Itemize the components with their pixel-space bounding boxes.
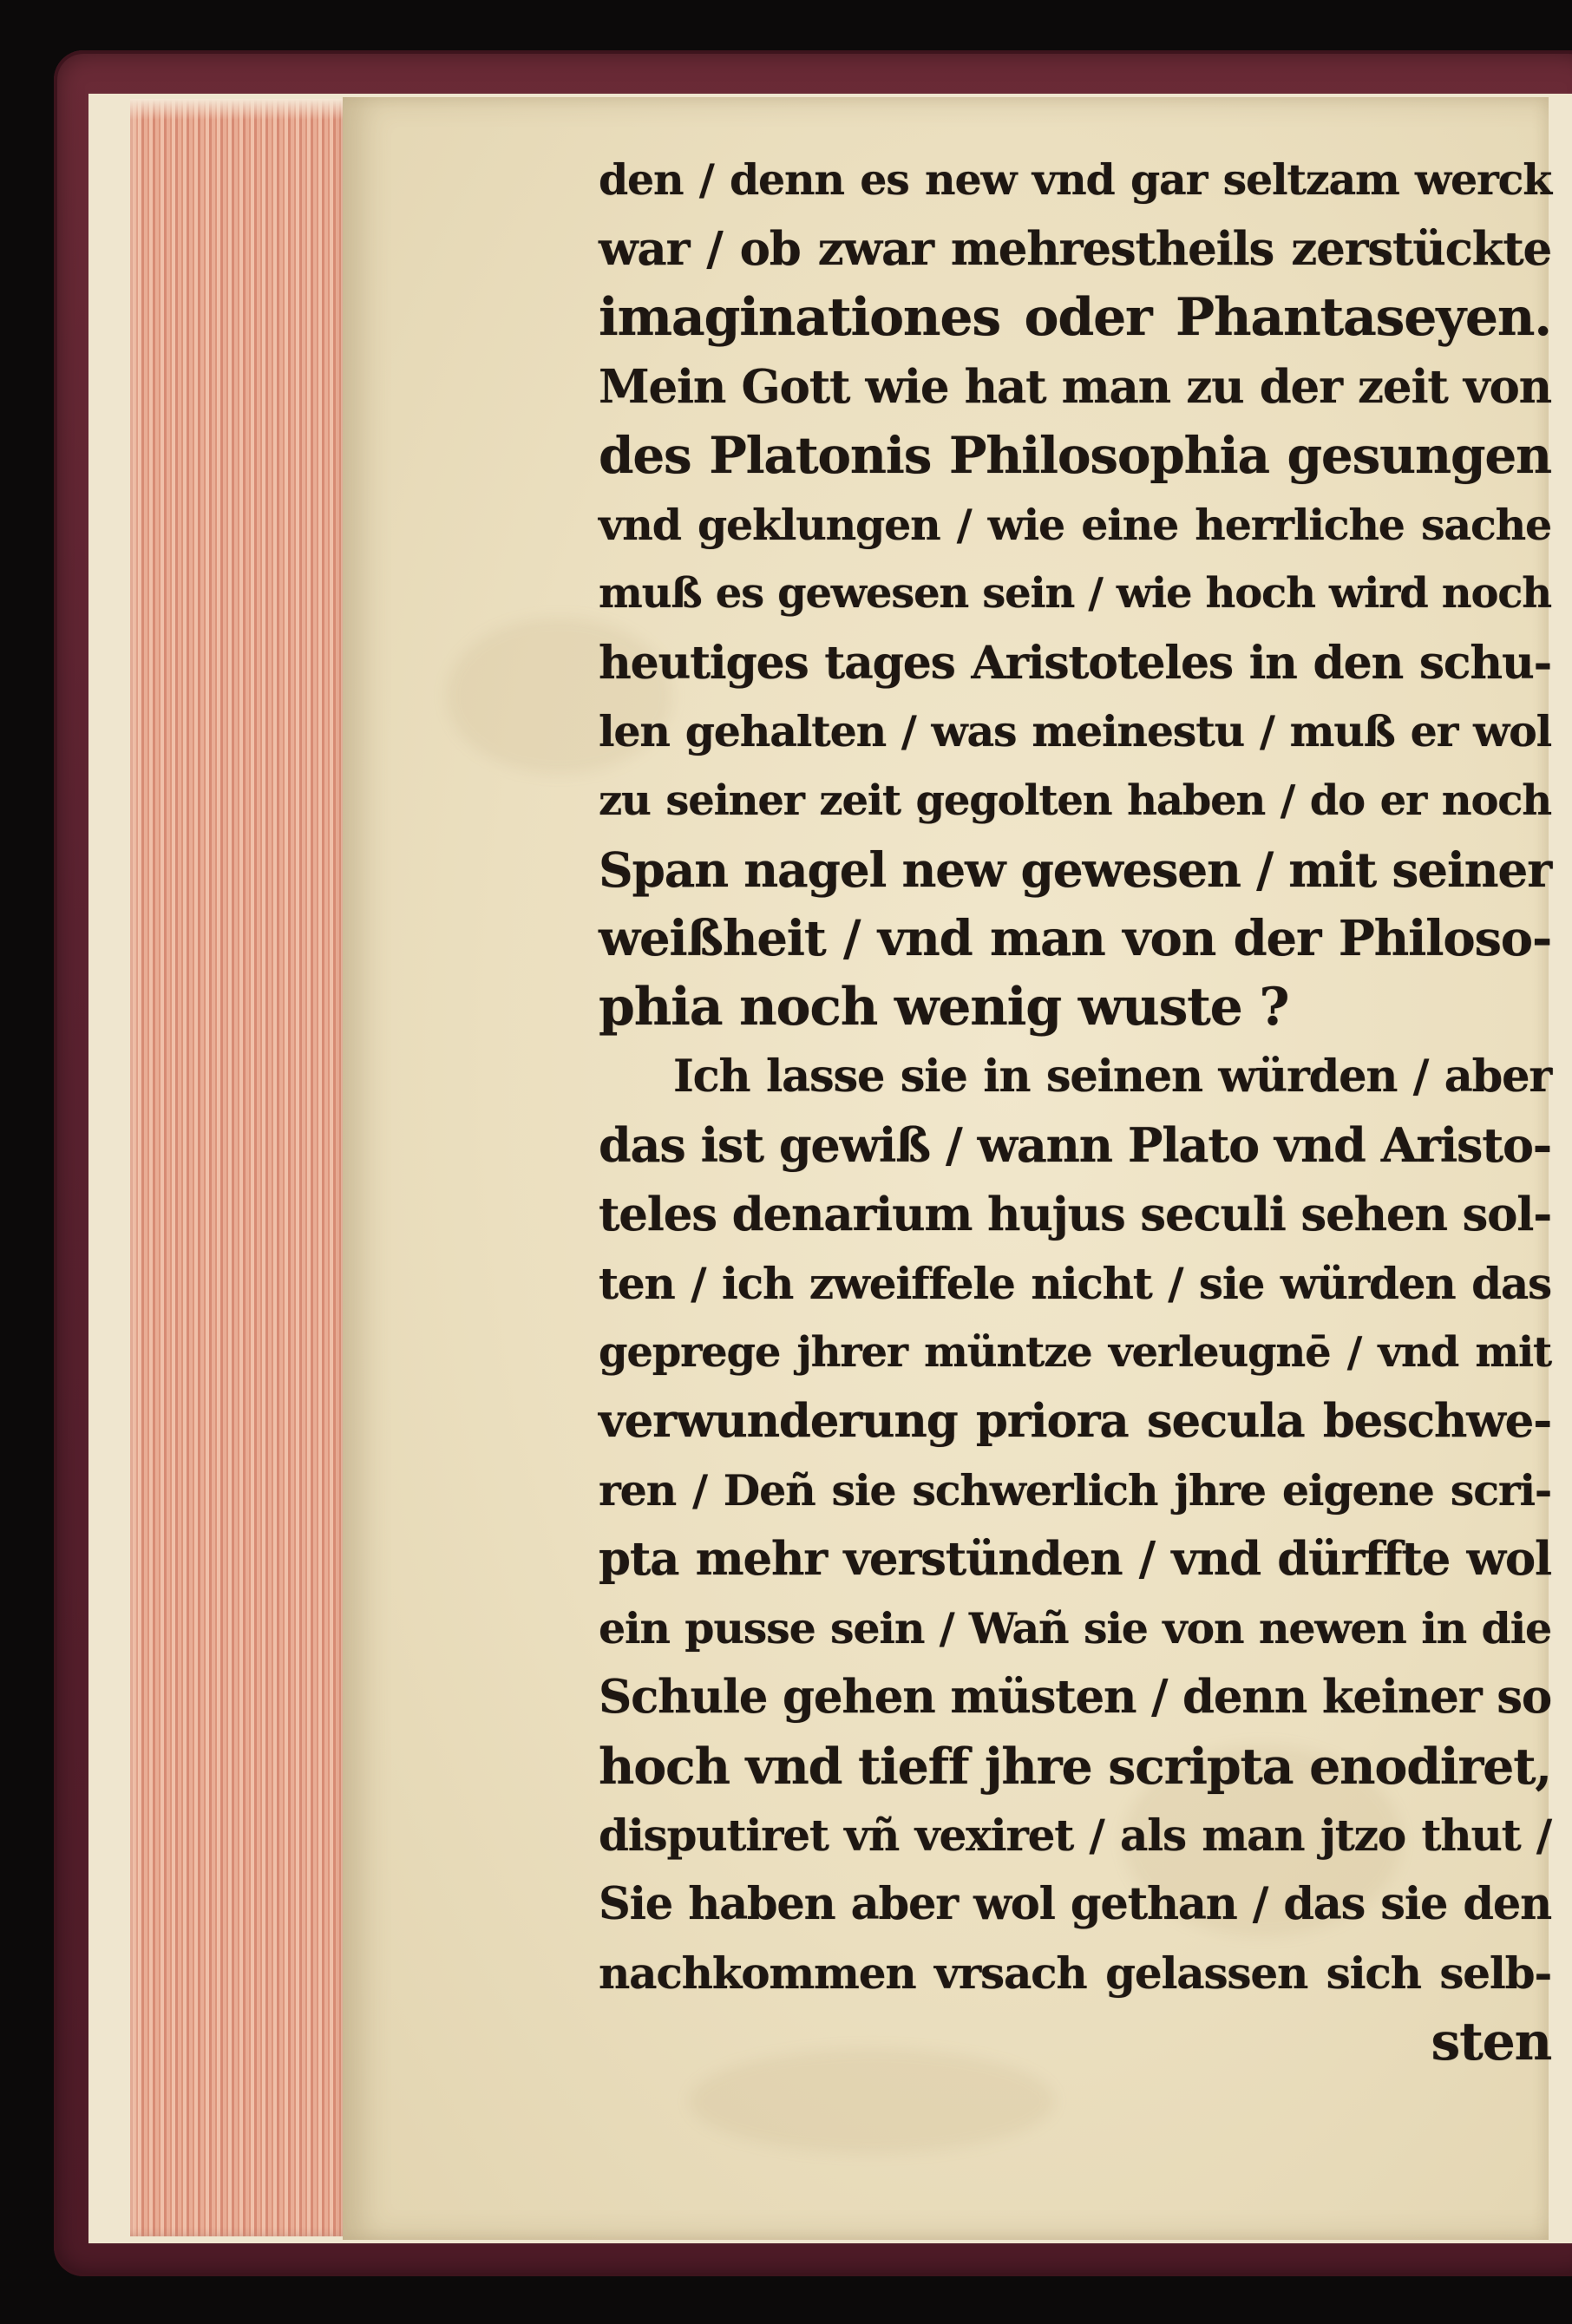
text-line: hoch vnd tieff jhre scripta enodiret, <box>599 1737 1551 1796</box>
text-line: ein pusse sein / Wañ sie von newen in die <box>599 1602 1551 1653</box>
text-line: muß es gewesen sein / wie hoch wird noch <box>599 569 1551 618</box>
text-line: vnd geklungen / wie eine herrliche sache <box>599 499 1551 550</box>
text-line: Ich lasse sie in seinen würden / aber <box>673 1050 1551 1103</box>
text-line: Schule gehen müsten / denn keiner so <box>599 1670 1551 1724</box>
text-line: disputiret vñ vexiret / als man jtzo thut / <box>599 1810 1551 1861</box>
page-edges <box>130 99 349 2236</box>
page-edges-top <box>130 99 349 120</box>
text-line: des Platonis Philosophia gesungen <box>599 426 1551 485</box>
text-line: pta mehr verstünden / vnd dürffte wol <box>599 1532 1551 1586</box>
text-line: zu seiner zeit gegolten haben / do er noch <box>599 776 1551 825</box>
text-line: heutiges tages Aristoteles in den schu- <box>599 636 1551 690</box>
catchword: sten <box>1431 2011 1551 2072</box>
text-line: len gehalten / was meinestu / muß er wol <box>599 706 1551 756</box>
text-line: imaginationes oder Phantaseyen. <box>599 287 1551 348</box>
text-line: Mein Gott wie hat man zu der zeit von <box>599 359 1551 414</box>
text-line: nachkommen vrsach gelassen sich selb- <box>599 1948 1551 1999</box>
text-line: verwunderung priora secula beschwe- <box>599 1394 1551 1448</box>
text-line: weißheit / vnd man von der Philoso- <box>599 909 1551 967</box>
text-line: war / ob zwar mehrestheils zerstückte <box>599 221 1551 276</box>
text-line: den / denn es new vnd gar seltzam werck <box>599 154 1551 205</box>
text-line: phia noch wenig wuste ? <box>599 977 1289 1038</box>
text-line: geprege jhrer müntze verleugnē / vnd mit <box>599 1327 1551 1377</box>
text-line: ten / ich zweiffele nicht / sie würden das <box>599 1258 1551 1309</box>
text-line: Sie haben aber wol gethan / das sie den <box>599 1877 1551 1930</box>
text-line: ren / Deñ sie schwerlich jhre eigene scri- <box>599 1464 1551 1516</box>
text-line: das ist gewiß / wann Plato vnd Aristo- <box>599 1117 1551 1173</box>
page-text <box>599 146 1551 2077</box>
text-line: Span nagel new gewesen / mit seiner <box>599 841 1551 898</box>
text-line: teles denarium hujus seculi sehen sol- <box>599 1187 1551 1241</box>
